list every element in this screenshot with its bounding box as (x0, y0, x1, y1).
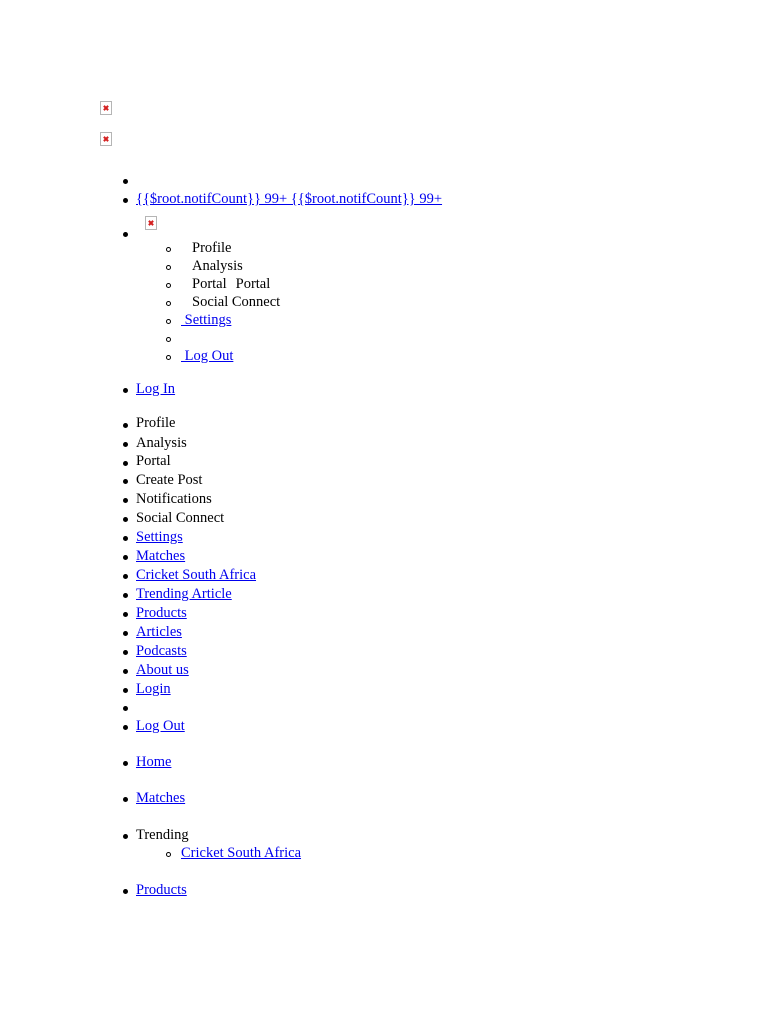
bullet (166, 319, 171, 324)
bullet (123, 669, 128, 674)
bullet (123, 423, 128, 428)
dropdown-item-profile[interactable]: Profile (192, 240, 232, 256)
bullet (123, 555, 128, 560)
bullet (123, 650, 128, 655)
side-menu-item-notifications[interactable]: Notifications (136, 491, 212, 507)
bullet (123, 388, 128, 393)
bullet (166, 301, 171, 306)
bullet (123, 631, 128, 636)
dropdown-item-log-out[interactable]: Log Out (181, 348, 234, 364)
side-menu-item-matches[interactable]: Matches (136, 548, 186, 564)
bullet (166, 283, 171, 288)
bullet (123, 574, 128, 579)
side-menu-item-articles[interactable]: Articles (136, 624, 182, 640)
bullet (166, 355, 171, 360)
portal-label: Portal (192, 276, 227, 292)
nav-trending[interactable]: Trending (136, 827, 189, 843)
bullet (123, 179, 128, 184)
bullet (166, 337, 171, 342)
side-menu-item-analysis[interactable]: Analysis (136, 435, 187, 451)
side-menu-item-podcasts[interactable]: Podcasts (136, 643, 187, 659)
nav-products-link[interactable]: Products (136, 882, 187, 898)
side-menu-item-products[interactable]: Products (136, 605, 187, 621)
side-menu-item-about-us[interactable]: About us (136, 662, 189, 678)
dropdown-item-social-connect[interactable]: Social Connect (192, 294, 281, 310)
portal-label: Portal (235, 276, 271, 292)
bullet (166, 852, 171, 857)
bullet (123, 593, 128, 598)
dropdown-item-settings[interactable]: Settings (181, 312, 232, 328)
dropdown-item-analysis[interactable]: Analysis (192, 258, 243, 274)
bullet (123, 889, 128, 894)
bullet (123, 797, 128, 802)
bullet (123, 612, 128, 617)
side-menu-item-create-post[interactable]: Create Post (136, 472, 203, 488)
bullet (123, 834, 128, 839)
bullet (123, 198, 128, 203)
side-menu-item-social-connect[interactable]: Social Connect (136, 510, 225, 526)
bullet (166, 265, 171, 270)
side-menu-item-settings[interactable]: Settings (136, 529, 183, 545)
bullet (123, 688, 128, 693)
bullet (166, 247, 171, 252)
side-menu-item-log-out[interactable]: Log Out (136, 718, 185, 734)
bullet (123, 725, 128, 730)
bullet (123, 706, 128, 711)
avatar-broken-image-icon[interactable] (145, 216, 157, 230)
bullet (123, 761, 128, 766)
bullet (123, 461, 128, 466)
log-in-link[interactable]: Log In (136, 381, 176, 397)
side-menu-item-profile[interactable]: Profile (136, 415, 176, 431)
bullet (123, 442, 128, 447)
side-menu-item-portal[interactable]: Portal (136, 453, 171, 469)
side-menu-item-trending-article[interactable]: Trending Article (136, 586, 232, 602)
bullet (123, 517, 128, 522)
bullet (123, 479, 128, 484)
bullet (123, 536, 128, 541)
bullet (123, 498, 128, 503)
nav-home-link[interactable]: Home (136, 754, 172, 770)
side-menu-item-cricket-south-africa[interactable]: Cricket South Africa (136, 567, 257, 583)
side-menu-item-login[interactable]: Login (136, 681, 171, 697)
notification-count-link[interactable]: {{$root.notifCount}} 99+ {{$root.notifCount}} 99+ (136, 191, 443, 207)
dropdown-item-portal[interactable] (192, 275, 270, 294)
nav-matches-link[interactable]: Matches (136, 790, 186, 806)
broken-image-icon (100, 101, 112, 115)
nav-trending-cricket-south-africa-link[interactable]: Cricket South Africa (181, 845, 302, 861)
bullet (123, 232, 128, 237)
broken-image-icon (100, 132, 112, 146)
